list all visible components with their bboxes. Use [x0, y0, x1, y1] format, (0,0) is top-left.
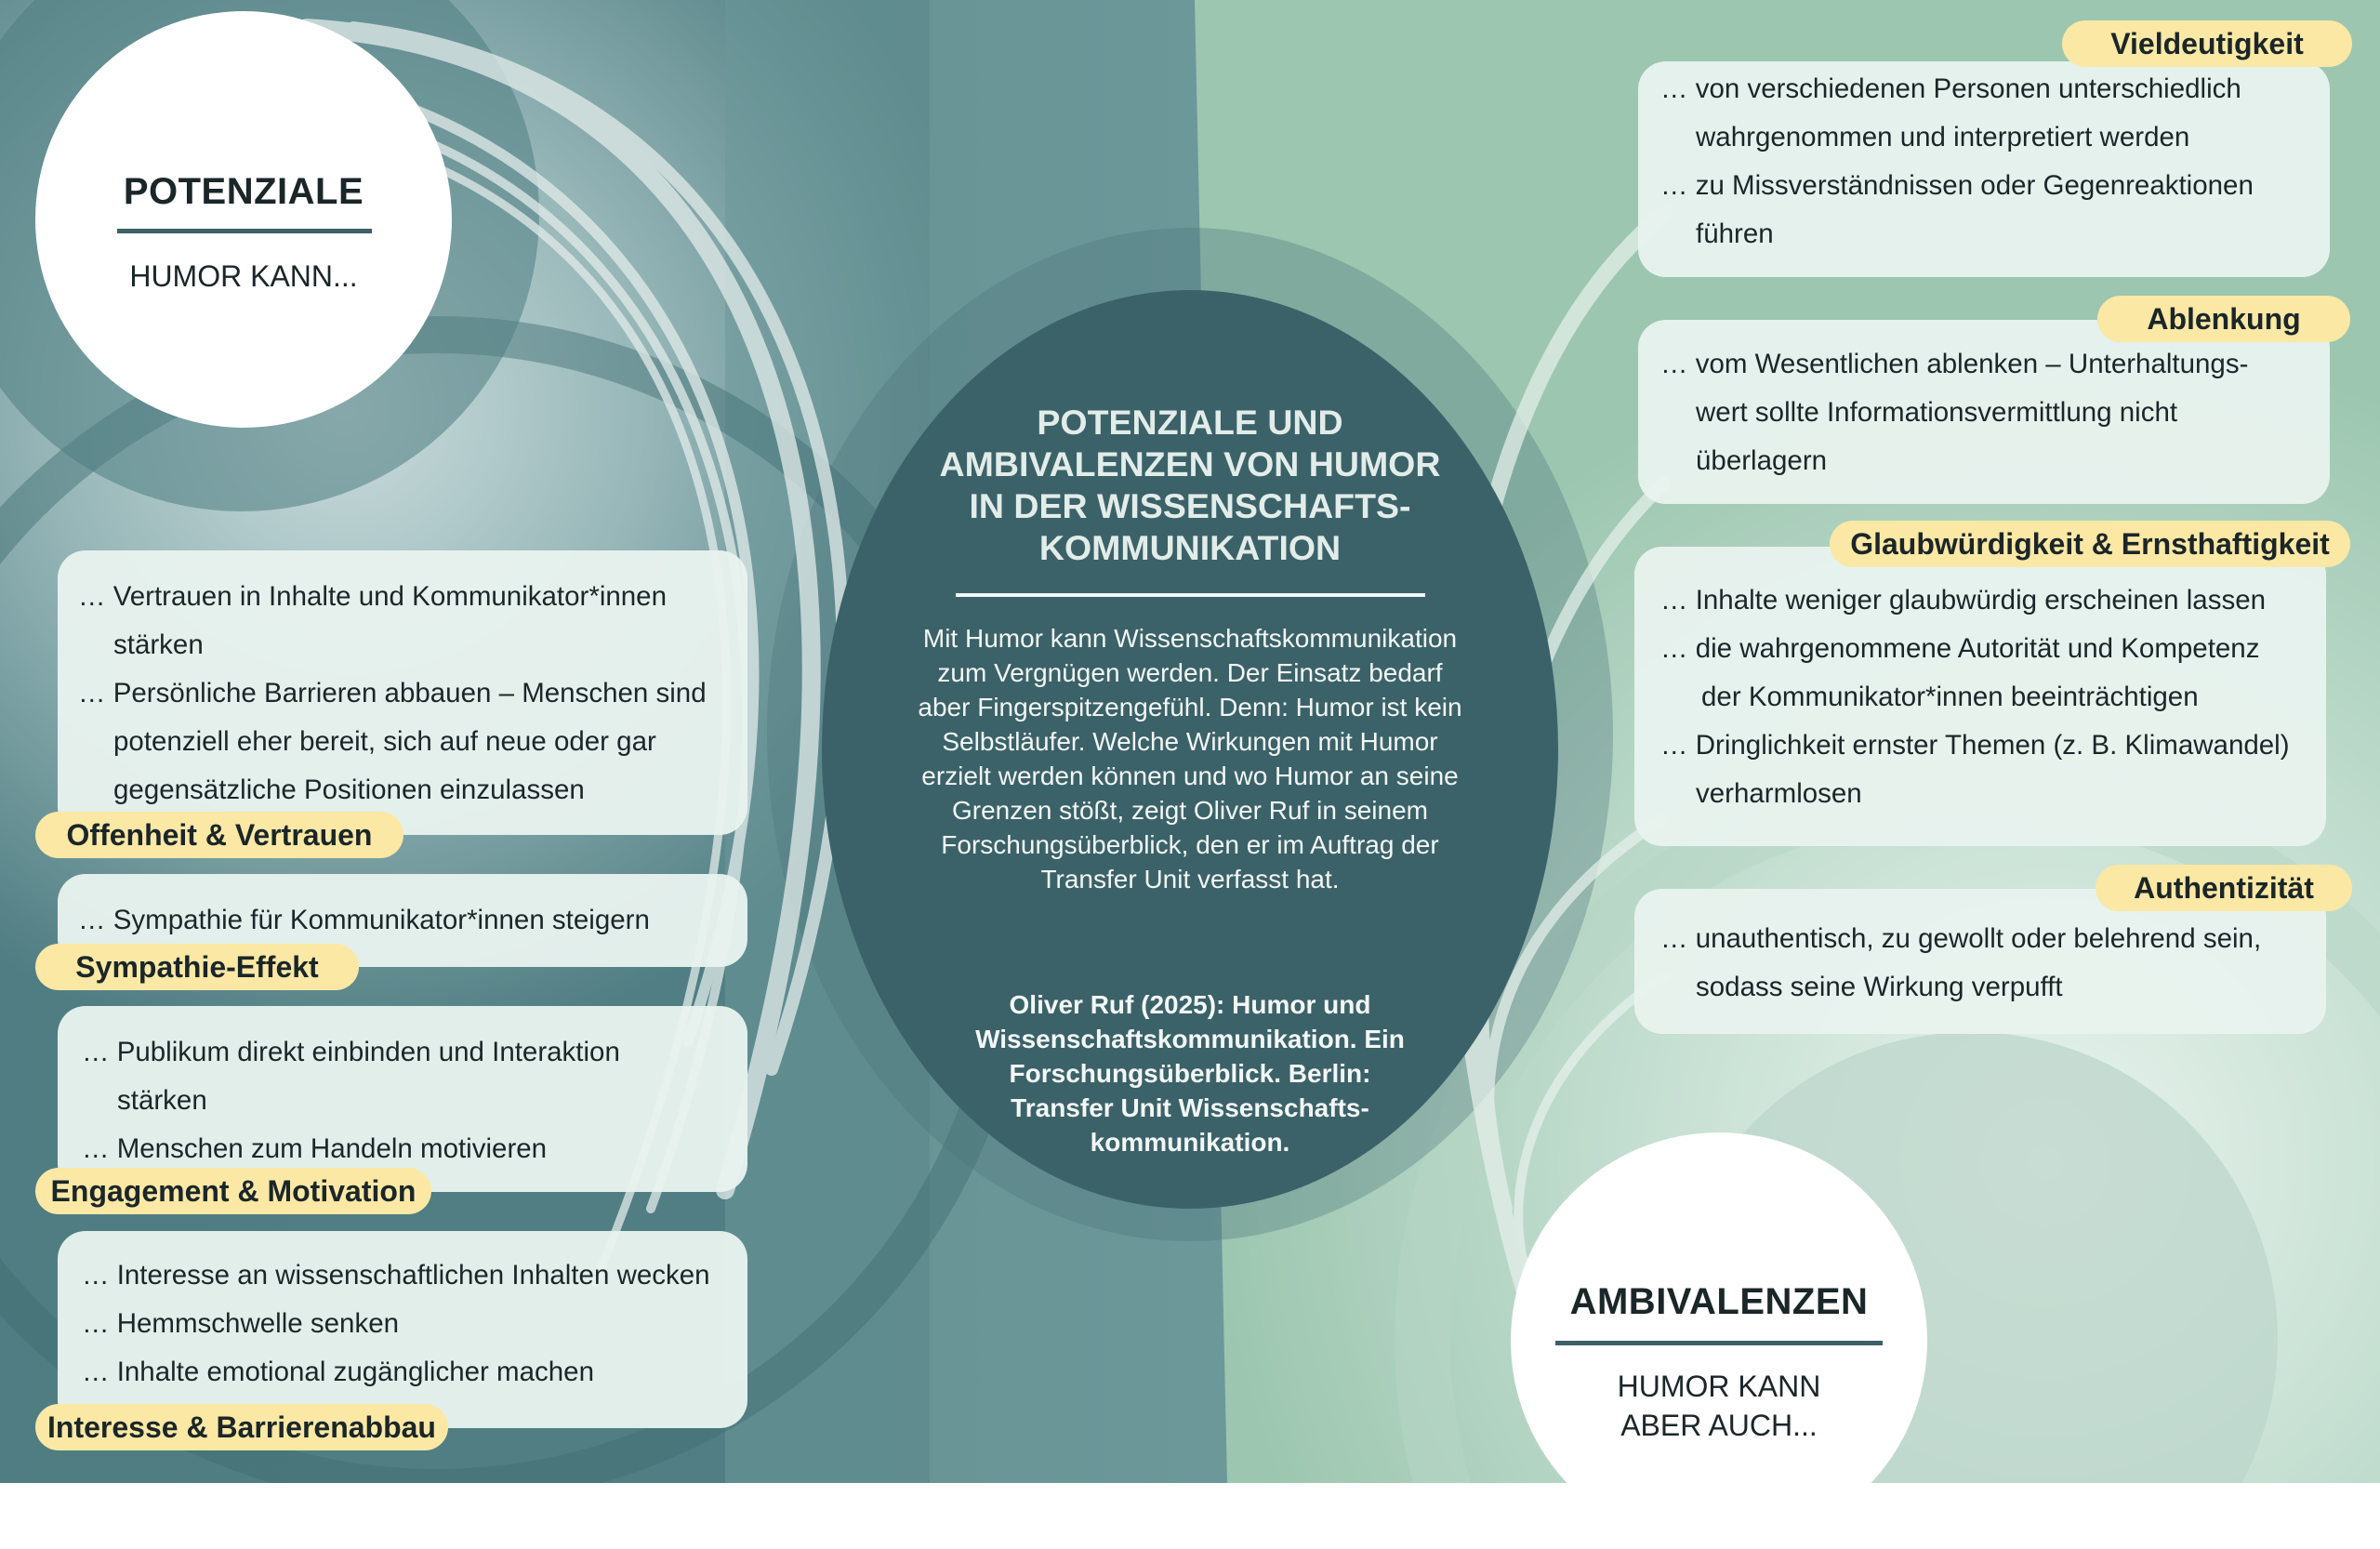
- card-line: … Menschen zum Handeln motivieren: [82, 1133, 548, 1164]
- tag-vieldeutigkeit: Vieldeutigkeit: [2062, 20, 2352, 67]
- center-rule: [956, 593, 1425, 597]
- card-line: … vom Wesentlichen ablenken – Unterhaltungs-: [1660, 349, 2249, 379]
- center-title-line: IN DER WISSENSCHAFTS-: [969, 486, 1411, 525]
- tag-interesse-barrierenabbau: Interesse & Barrierenabbau: [35, 1404, 448, 1450]
- ambivalenzen-subtitle-1: HUMOR KANN: [1617, 1370, 1821, 1403]
- card-line: wahrgenommen und interpretiert werden: [1696, 122, 2190, 152]
- center-citation: [920, 987, 1460, 1159]
- card-line: potenziell eher bereit, sich auf neue oder gar: [113, 726, 656, 757]
- card-line: der Kommunikator*innen beeinträchtigen: [1701, 682, 2199, 712]
- card-line: … Publikum direkt einbinden und Interaktion: [82, 1037, 620, 1067]
- card-line: … zu Missverständnissen oder Gegenreaktionen: [1660, 170, 2254, 201]
- center-text-line: aber Fingerspitzengefühl. Denn: Humor ist kein: [918, 693, 1462, 722]
- citation-line: kommunikation.: [1090, 1128, 1290, 1157]
- citation-line: Wissenschaftskommunikation. Ein: [975, 1025, 1405, 1053]
- card-line: … Vertrauen in Inhalte und Kommunikator*innen: [78, 581, 667, 612]
- tag-ablenkung: Ablenkung: [2097, 296, 2350, 342]
- card-line: verharmlosen: [1696, 778, 1862, 809]
- card-line: … die wahrgenommene Autorität und Kompetenz: [1660, 633, 2260, 664]
- center-text-line: Mit Humor kann Wissenschaftskommunikation: [922, 624, 1458, 653]
- tag-sympathie-effekt: Sympathie-Effekt: [35, 944, 359, 990]
- card-line: wert sollte Informationsvermittlung nicht: [1696, 397, 2178, 428]
- card-line: stärken: [113, 629, 204, 660]
- center-title-line: KOMMUNIKATION: [1038, 528, 1342, 567]
- card-line: … Persönliche Barrieren abbauen – Menschen sind: [78, 678, 707, 708]
- potenziale-title: POTENZIALE: [123, 171, 364, 212]
- card-line: … Dringlichkeit ernster Themen (z. B. Klimawandel): [1660, 730, 2290, 761]
- tag-authentizitaet: Authentizität: [2096, 865, 2352, 911]
- citation-line: Forschungsüberblick. Berlin:: [1009, 1059, 1371, 1088]
- center-text-line: Selbstläufer. Welche Wirkungen mit Humor: [942, 727, 1438, 756]
- ambivalenzen-rule: [1555, 1341, 1883, 1345]
- tag-offenheit-vertrauen: Offenheit & Vertrauen: [35, 812, 403, 858]
- center-text-line: Grenzen stößt, zeigt Oliver Ruf in seinem: [952, 796, 1428, 825]
- center-text-line: Transfer Unit verfasst hat.: [1040, 865, 1340, 894]
- center-text-line: erzielt werden können und wo Humor an seine: [921, 761, 1459, 790]
- citation-line: Oliver Ruf (2025): Humor und: [1009, 990, 1371, 1019]
- center-title-line: POTENZIALE UND: [1037, 403, 1343, 442]
- potenziale-rule: [117, 229, 372, 233]
- ambivalenzen-subtitle-2: ABER AUCH...: [1620, 1409, 1818, 1442]
- card-line: stärken: [117, 1085, 207, 1116]
- card-line: … Sympathie für Kommunikator*innen steigern: [78, 905, 650, 935]
- center-title-line: AMBIVALENZEN VON HUMOR: [939, 444, 1441, 483]
- card-line: … Hemmschwelle senken: [82, 1308, 400, 1339]
- ambivalenzen-disc: [1511, 1132, 1927, 1549]
- potenziale-disc: [35, 11, 452, 428]
- card-line: … Interesse an wissenschaftlichen Inhalten wecken: [82, 1260, 710, 1291]
- card-line: führen: [1696, 218, 1774, 249]
- tag-glaubwuerdigkeit-ernsthaftigkeit: Glaubwürdigkeit & Ernsthaftigkeit: [1830, 521, 2350, 567]
- card-line: … Inhalte weniger glaubwürdig erscheinen lassen: [1660, 585, 2267, 616]
- card-line: … von verschiedenen Personen unterschiedlich: [1660, 73, 2241, 104]
- center-title: [892, 402, 1488, 569]
- citation-line: Transfer Unit Wissenschafts-: [1011, 1093, 1369, 1122]
- card-line: … Inhalte emotional zugänglicher machen: [82, 1357, 594, 1387]
- card-line: gegensätzliche Positionen einzulassen: [113, 774, 585, 805]
- potenziale-subtitle: HUMOR KANN...: [129, 259, 358, 293]
- ambivalenzen-title: AMBIVALENZEN: [1569, 1281, 1869, 1322]
- card-line: überlagern: [1696, 445, 1828, 476]
- card-line: … unauthentisch, zu gewollt oder belehrend sein,: [1660, 923, 2262, 954]
- card-line: sodass seine Wirkung verpufft: [1696, 972, 2063, 1002]
- center-text-line: Forschungsüberblick, den er im Auftrag der: [941, 830, 1439, 859]
- tag-engagement-motivation: Engagement & Motivation: [35, 1168, 431, 1214]
- center-description: [891, 621, 1489, 896]
- center-text-line: zum Vergnügen werden. Der Einsatz bedarf: [937, 658, 1443, 687]
